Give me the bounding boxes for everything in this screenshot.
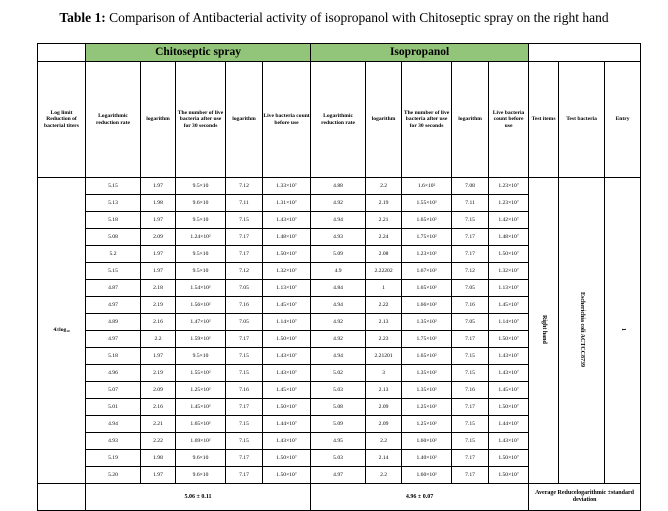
footer-isopropanol-average: 4.96 ± 0.07 <box>311 484 529 511</box>
table-cell: 1.48×10⁷ <box>489 229 529 246</box>
header-c-logarithm-2: logarithm <box>226 62 263 178</box>
table-cell: 2.21201 <box>366 348 402 365</box>
table-cell: 1.35×10² <box>402 314 452 331</box>
table-cell: 9.6×10 <box>176 450 226 467</box>
header-i-live-before: Live bacteria count before use <box>489 62 529 178</box>
table-cell: 7.05 <box>226 314 263 331</box>
group-blank-left <box>38 44 86 62</box>
table-cell: 2.19 <box>366 195 402 212</box>
table-cell: 1.98 <box>141 450 176 467</box>
table-cell: 1.50×10⁷ <box>263 467 311 484</box>
table-cell: 5.09 <box>311 246 366 263</box>
table-cell: 7.17 <box>226 399 263 416</box>
table-cell: 2.18 <box>141 280 176 297</box>
table-cell: 9.5×10 <box>176 348 226 365</box>
table-cell: 4.88 <box>311 178 366 195</box>
group-chitoseptic: Chitoseptic spray <box>86 44 311 62</box>
table-cell: 4.97 <box>311 467 366 484</box>
table-cell: 1.47×10² <box>176 314 226 331</box>
table-cell: 1.54×10² <box>176 280 226 297</box>
table-cell: 7.05 <box>452 314 489 331</box>
table-cell: 4.94 <box>311 212 366 229</box>
table-cell: 2.08 <box>366 246 402 263</box>
table-cell: 7.15 <box>226 348 263 365</box>
table-cell: 7.17 <box>226 450 263 467</box>
table-cell: 1.55×10² <box>176 365 226 382</box>
header-c-log-reduction: Logarithmic reduction rate <box>86 62 141 178</box>
table-cell: 1.31×10⁷ <box>263 195 311 212</box>
table-cell: 5.19 <box>86 450 141 467</box>
table-cell: 7.17 <box>452 450 489 467</box>
footer-blank <box>38 484 86 511</box>
table-cell: 1.75×10² <box>402 331 452 348</box>
table-cell: 1.97 <box>141 467 176 484</box>
table-cell: 1.50×10⁷ <box>489 467 529 484</box>
table-cell: 1.23×10² <box>402 246 452 263</box>
header-c-live-before: Live bacteria count before use <box>263 62 311 178</box>
header-test-items: Test items <box>529 62 559 178</box>
table-cell: 4.87 <box>86 280 141 297</box>
table-cell: 2.16 <box>141 314 176 331</box>
table-cell: 7.15 <box>452 212 489 229</box>
table-cell: 4.92 <box>311 331 366 348</box>
table-cell: 4.92 <box>311 195 366 212</box>
table-cell: 1.25×10² <box>402 416 452 433</box>
table-cell: 2.22 <box>366 297 402 314</box>
table-cell: 5.15 <box>86 263 141 280</box>
table-cell: 4.94 <box>86 416 141 433</box>
table-cell: 7.17 <box>452 331 489 348</box>
table-cell: 1.45×10⁷ <box>263 297 311 314</box>
table-cell: 4.9 <box>311 263 366 280</box>
table-cell: 2.13 <box>366 314 402 331</box>
table-cell: 2.09 <box>141 382 176 399</box>
table-cell: 7.16 <box>226 297 263 314</box>
table-cell: 5.20 <box>86 467 141 484</box>
table-cell: 1.40×10² <box>402 450 452 467</box>
table-cell: 2.14 <box>366 450 402 467</box>
table-cell: 4.97 <box>86 331 141 348</box>
table-cell: 1.65×10² <box>402 280 452 297</box>
table-cell: 5.09 <box>311 416 366 433</box>
table-cell: 2.2 <box>366 433 402 450</box>
table-cell: 1.35×10² <box>402 365 452 382</box>
table-cell: 2.09 <box>366 399 402 416</box>
table-cell: 5.07 <box>86 382 141 399</box>
table-cell: 7.15 <box>226 365 263 382</box>
table-cell: 7.17 <box>452 229 489 246</box>
table-cell: 1.13×10⁷ <box>263 280 311 297</box>
header-i-logarithm-2: logarithm <box>452 62 489 178</box>
table-cell: 9.5×10 <box>176 212 226 229</box>
table-cell: 1.65×10² <box>176 416 226 433</box>
table-cell: 1.65×10² <box>402 348 452 365</box>
header-i-log-reduction: Logarithmic reduction rate <box>311 62 366 178</box>
table-cell: 1.50×10⁷ <box>489 331 529 348</box>
table-cell: 2.13 <box>366 382 402 399</box>
table-cell: 7.16 <box>452 382 489 399</box>
table-cell: 2.22 <box>141 433 176 450</box>
table-cell: 4.93 <box>311 229 366 246</box>
table-cell: 7.15 <box>226 212 263 229</box>
table-cell: 7.12 <box>226 263 263 280</box>
test-bacteria-cell <box>559 178 605 484</box>
table-cell: 1.43×10⁷ <box>263 348 311 365</box>
table-cell: 7.15 <box>452 433 489 450</box>
header-c-live-after: The number of live bacteria after use for 30 seconds <box>176 62 226 178</box>
table-cell: 1.43×10⁷ <box>263 365 311 382</box>
table-cell: 2.19 <box>141 297 176 314</box>
table-cell: 1.23×10⁷ <box>489 195 529 212</box>
entry-cell <box>605 178 641 484</box>
table-cell: 2.2 <box>366 178 402 195</box>
table-cell: 1.44×10⁷ <box>263 416 311 433</box>
table-cell: 2.24 <box>366 229 402 246</box>
table-cell: 1.43×10⁷ <box>489 365 529 382</box>
table-cell: 2.22202 <box>366 263 402 280</box>
table-cell: 1.50×10⁷ <box>263 399 311 416</box>
table-cell: 1.43×10⁷ <box>489 348 529 365</box>
table-cell: 1.33×10⁷ <box>263 178 311 195</box>
table-cell: 1.13×10⁷ <box>489 280 529 297</box>
table-cell: 1.32×10⁷ <box>263 263 311 280</box>
table-cell: 1.48×10⁷ <box>263 229 311 246</box>
group-blank-right <box>529 44 641 62</box>
header-c-logarithm: logarithm <box>141 62 176 178</box>
table-cell: 4.94 <box>311 297 366 314</box>
table-cell: 1.45×10² <box>176 399 226 416</box>
table-cell: 7.12 <box>226 178 263 195</box>
table-caption <box>0 10 668 26</box>
table-cell: 1.60×10² <box>402 467 452 484</box>
table-cell: 1.35×10² <box>402 382 452 399</box>
table-cell: 5.01 <box>86 399 141 416</box>
caption-prefix: Table 1: <box>59 10 106 25</box>
table-cell: 1.50×10⁷ <box>489 450 529 467</box>
table-cell: 7.17 <box>226 467 263 484</box>
table-cell: 1.32×10⁷ <box>489 263 529 280</box>
table-cell: 1.75×10² <box>402 229 452 246</box>
table-cell: 1.25×10² <box>176 382 226 399</box>
table-cell: 2.19 <box>141 365 176 382</box>
table-cell: 5.08 <box>311 399 366 416</box>
table-cell: 7.15 <box>452 348 489 365</box>
header-i-logarithm: logarithm <box>366 62 402 178</box>
table-cell: 1.43×10⁷ <box>489 433 529 450</box>
table-cell: 9.5×10 <box>176 246 226 263</box>
table-cell: 5.15 <box>86 178 141 195</box>
table-cell: 7.15 <box>226 416 263 433</box>
table-cell: 5.02 <box>311 365 366 382</box>
table-cell: 7.17 <box>452 399 489 416</box>
table-cell: 7.16 <box>226 382 263 399</box>
table-cell: 1.50×10⁷ <box>263 450 311 467</box>
table-cell: 2.21 <box>366 212 402 229</box>
table-cell: 7.16 <box>452 297 489 314</box>
table-cell: 1.43×10⁷ <box>263 433 311 450</box>
table-cell: 1.56×10² <box>176 297 226 314</box>
table-cell: 1 <box>366 280 402 297</box>
table-cell: 9.6×10 <box>176 195 226 212</box>
group-isopropanol: Isopropanol <box>311 44 529 62</box>
table-cell: 7.08 <box>452 178 489 195</box>
table-cell: 7.11 <box>226 195 263 212</box>
table-cell: 5.13 <box>86 195 141 212</box>
table-cell: 5.08 <box>86 229 141 246</box>
test-item-cell <box>529 178 559 484</box>
table-cell: 9.5×10 <box>176 263 226 280</box>
table-cell: 1.50×10⁷ <box>489 246 529 263</box>
table-cell: 1.67×10² <box>402 263 452 280</box>
header-i-live-after: The number of live bacteria after use for 30 seconds <box>402 62 452 178</box>
table-cell: 1.44×10⁷ <box>489 416 529 433</box>
table-cell: 1.50×10⁷ <box>263 331 311 348</box>
table-cell: 1.97 <box>141 178 176 195</box>
table-cell: 4.95 <box>311 433 366 450</box>
table-cell: 1.42×10⁷ <box>489 212 529 229</box>
table-cell: 7.17 <box>226 246 263 263</box>
table-cell: 1.25×10² <box>402 399 452 416</box>
table-cell: 2.2 <box>141 331 176 348</box>
table-cell: 1.45×10⁷ <box>263 382 311 399</box>
table-cell: 5.18 <box>86 212 141 229</box>
table-cell: 2.2 <box>366 467 402 484</box>
table-cell: 2.16 <box>141 399 176 416</box>
table-cell: 1.50×10⁷ <box>263 246 311 263</box>
table-cell: 1.97 <box>141 246 176 263</box>
log-limit-cell: 4≥log₁₀ <box>38 178 86 484</box>
table-cell: 7.15 <box>452 416 489 433</box>
table-cell: 1.97 <box>141 212 176 229</box>
table-cell: 4.92 <box>311 314 366 331</box>
table-cell: 1.45×10⁷ <box>489 382 529 399</box>
test-item-cell-text: Right hand <box>541 314 547 344</box>
table-cell: 1.59×10² <box>176 331 226 348</box>
table-cell: 7.05 <box>452 280 489 297</box>
table-cell: 1.14×10⁷ <box>263 314 311 331</box>
header-test-bacteria: Test bacteria <box>559 62 605 178</box>
comparison-table <box>37 43 641 511</box>
table-cell: 7.12 <box>452 263 489 280</box>
table-cell: 5.03 <box>311 382 366 399</box>
table-cell: 2.09 <box>141 229 176 246</box>
table-cell: 3 <box>366 365 402 382</box>
table-cell: 1.45×10⁷ <box>489 297 529 314</box>
entry-cell-text: 1 <box>620 328 627 332</box>
table-cell: 1.50×10⁷ <box>489 399 529 416</box>
table-cell: 4.97 <box>86 297 141 314</box>
caption-text: Comparison of Antibacterial activity of isopropanol with Chitoseptic spray on the right hand <box>109 10 609 25</box>
table-cell: 7.17 <box>452 467 489 484</box>
table-cell: 2.23 <box>366 331 402 348</box>
table-cell: 2.21 <box>141 416 176 433</box>
table-cell: 9.6×10 <box>176 467 226 484</box>
table-cell: 1.97 <box>141 348 176 365</box>
footer-average-label: Average Reducelogarithmic ±standard deviation <box>529 484 641 511</box>
column-header-row <box>38 62 641 178</box>
table-cell: 7.05 <box>226 280 263 297</box>
table-cell: 1.55×10² <box>402 195 452 212</box>
table-cell: 4.96 <box>86 365 141 382</box>
table-cell: 7.17 <box>452 246 489 263</box>
table-cell: 1.43×10⁷ <box>263 212 311 229</box>
test-bacteria-cell-text: Escherichia coli ACTCC8739 <box>579 291 585 367</box>
table-cell: 4.84 <box>311 280 366 297</box>
table-cell: 1.14×10⁷ <box>489 314 529 331</box>
table-cell: 1.97 <box>141 263 176 280</box>
table-cell: 4.89 <box>86 314 141 331</box>
table-cell: 1.69×10² <box>176 433 226 450</box>
table-cell: 5.18 <box>86 348 141 365</box>
table-cell: 5.03 <box>311 450 366 467</box>
table-cell: 7.17 <box>226 331 263 348</box>
header-log-limit: Log limit Reduction of bacterial titers <box>38 62 86 178</box>
table-cell: 1.23×10⁷ <box>489 178 529 195</box>
table-cell: 9.5×10 <box>176 178 226 195</box>
table-row <box>38 178 641 195</box>
table-cell: 1.66×10² <box>402 297 452 314</box>
table-cell: 1.24×10² <box>176 229 226 246</box>
table-cell: 7.17 <box>226 229 263 246</box>
group-header-row <box>38 44 641 62</box>
header-entry: Entry <box>605 62 641 178</box>
footer-row <box>38 484 641 511</box>
table-cell: 1.60×10² <box>402 433 452 450</box>
table-cell: 1.65×10² <box>402 212 452 229</box>
table-cell: 7.11 <box>452 195 489 212</box>
table-cell: 5.2 <box>86 246 141 263</box>
table-cell: 4.94 <box>311 348 366 365</box>
table-cell: 2.09 <box>366 416 402 433</box>
table-cell: 1.98 <box>141 195 176 212</box>
table-cell: 7.15 <box>452 365 489 382</box>
footer-chitoseptic-average: 5.06 ± 0.11 <box>86 484 311 511</box>
table-cell: 7.15 <box>226 433 263 450</box>
table-cell: 4.93 <box>86 433 141 450</box>
table-cell: 1.6×10² <box>402 178 452 195</box>
